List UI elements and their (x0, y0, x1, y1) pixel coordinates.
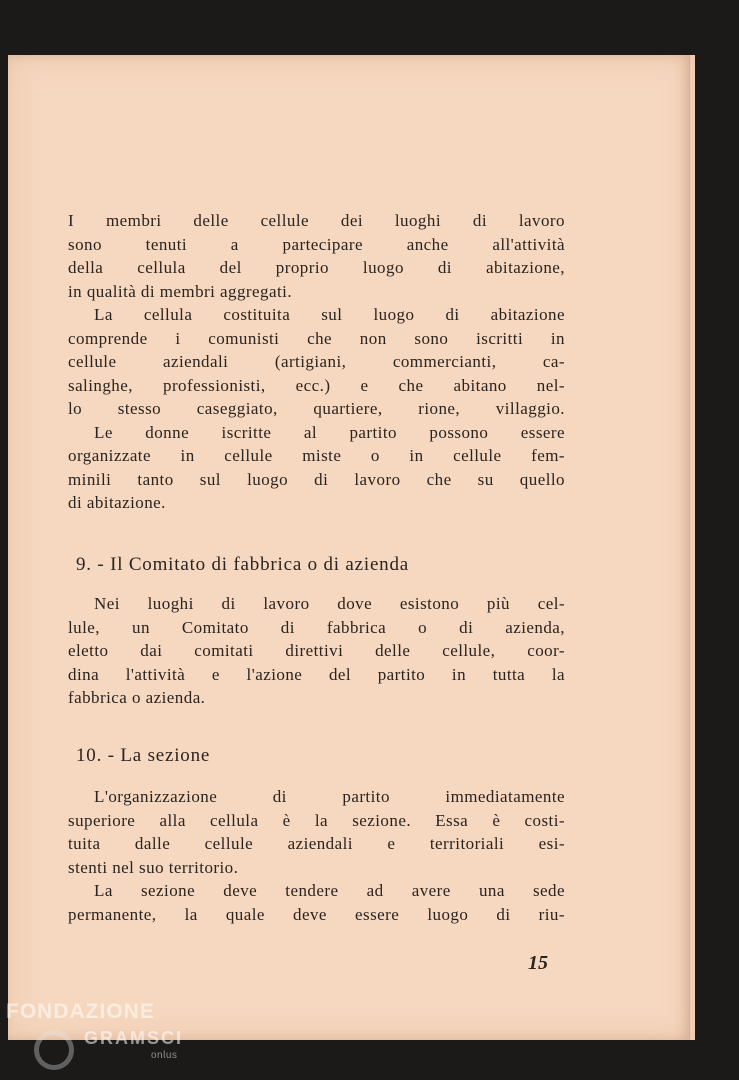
text-line: della cellula del proprio luogo di abitazione, (68, 258, 565, 277)
page-number: 15 (528, 952, 548, 974)
text-line: Le donne iscritte al partito possono essere (94, 422, 565, 442)
text-line: Nei luoghi di lavoro dove esistono più cel- (94, 594, 565, 613)
section-9-body (68, 592, 565, 710)
text-line: permanente, la quale deve essere luogo di riu- (68, 904, 565, 924)
section-heading-10: 10. - La sezione (76, 745, 211, 766)
watermark-line-2: GRAMSCI (84, 1028, 183, 1048)
text-line: fabbrica o azienda. (68, 688, 206, 707)
text-line: L'organizzazione di partito immediatamente (94, 787, 565, 806)
text-line: eletto dai comitati direttivi delle cellule, coor- (68, 641, 565, 660)
text-line: cellule aziendali (artigiani, commercianti, ca- (68, 352, 565, 371)
text-line: in qualità di membri aggregati. (68, 281, 293, 301)
text-line: stenti nel suo territorio. (68, 857, 239, 877)
text-line: organizzate in cellule miste o in cellule fem- (68, 446, 565, 465)
text-line: I membri delle cellule dei luoghi di lavoro (68, 211, 565, 230)
text-line: La cellula costituita sul luogo di abitazione (94, 305, 565, 324)
text-line: superiore alla cellula è la sezione. Essa è costi- (68, 810, 565, 830)
text-line: minili tanto sul luogo di lavoro che su quello (68, 469, 565, 489)
text-line: tuita dalle cellule aziendali e territoriali esi- (68, 834, 565, 853)
section-10-body (68, 785, 565, 926)
text-line: La sezione deve tendere ad avere una sede (94, 881, 565, 900)
text-line: sono tenuti a partecipare anche all'attività (68, 234, 565, 254)
text-line: lo stesso caseggiato, quartiere, rione, villaggio. (68, 399, 565, 418)
watermark-line-1: FONDAZIONE (6, 1000, 155, 1023)
text-line: comprende i comunisti che non sono iscritti in (68, 328, 565, 348)
paragraph-block-top (68, 209, 565, 515)
watermark (6, 1000, 183, 1061)
section-heading-9: 9. - Il Comitato di fabbrica o di azienda (76, 554, 410, 575)
watermark-line-3: onlus (151, 1050, 178, 1061)
page-edge (689, 55, 695, 1040)
watermark-logo-icon (34, 1030, 74, 1070)
text-line: salinghe, professionisti, ecc.) e che abitano nel- (68, 375, 565, 395)
text-line: lule, un Comitato di fabbrica o di azienda, (68, 617, 565, 637)
text-line: di abitazione. (68, 493, 166, 512)
text-line: dina l'attività e l'azione del partito in tutta la (68, 664, 565, 684)
